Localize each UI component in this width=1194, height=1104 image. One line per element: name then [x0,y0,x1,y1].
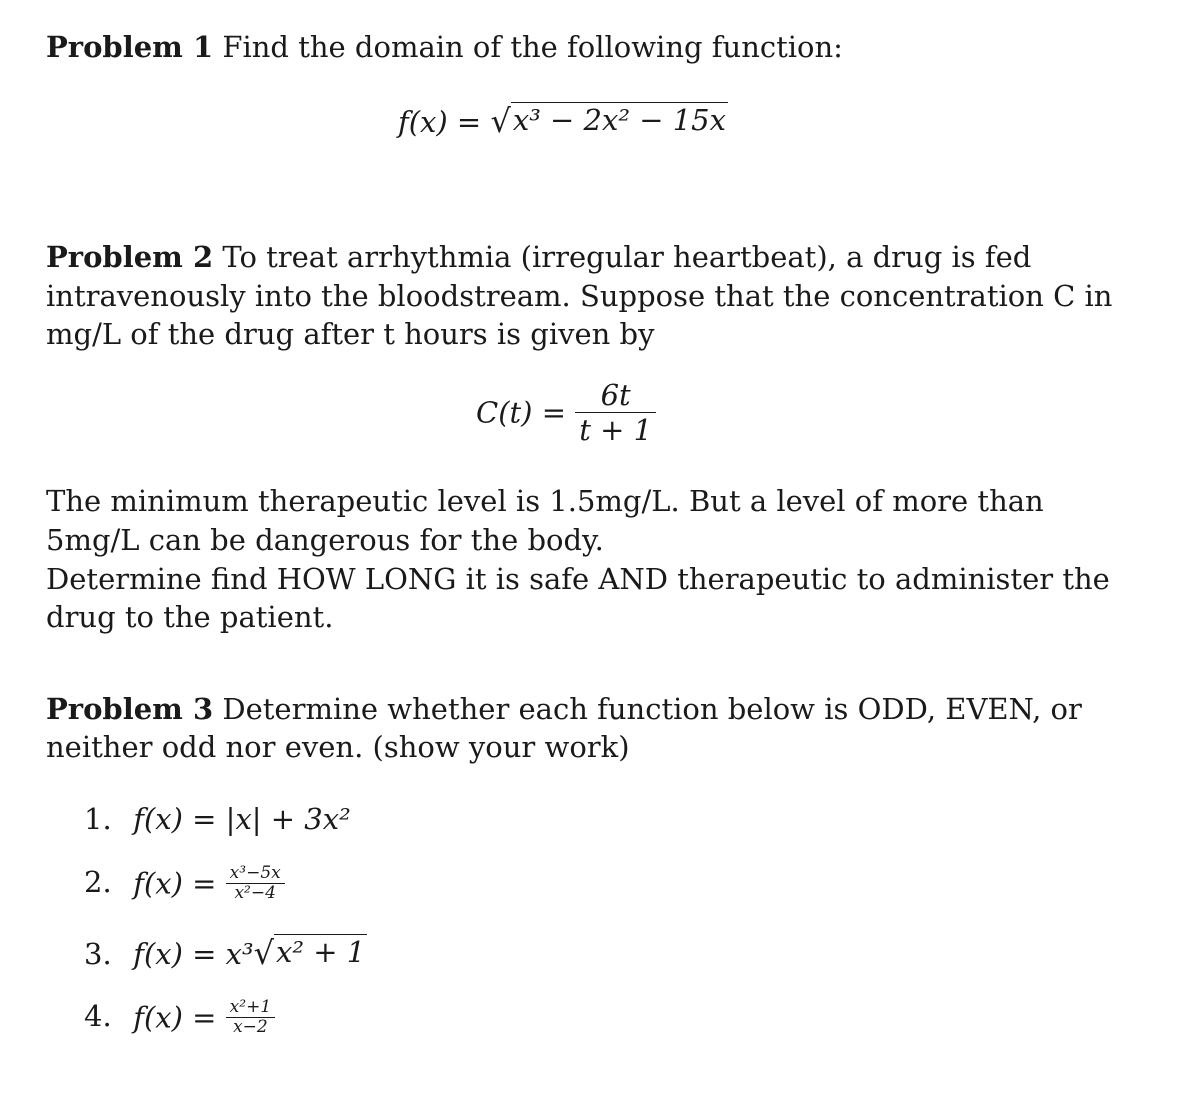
problem-1-text: Find the domain of the following function: [222,30,843,64]
item-number: 3. [84,936,112,971]
item-fraction [226,998,275,1037]
problem-3-line-1 [46,690,1082,729]
item-number: 1. [84,802,112,836]
problem-1-label: Problem 1 [46,30,214,64]
item-lhs: f(x) = [133,936,217,971]
item-radicand: x² + 1 [276,935,366,969]
problem-2-line-2: intravenously into the bloodstream. Suppose that the concentration C in [46,279,1113,313]
problem-1-radicand: x³ − 2x² − 15x [512,103,726,137]
problem-3-item-2 [84,864,285,903]
problem-2-line-1 [46,238,1031,277]
problem-2-label: Problem 2 [46,240,214,274]
problem-3-item-4 [84,998,275,1037]
problem-1-statement [46,28,843,67]
problem-2-para-line-4: drug to the patient. [46,600,334,634]
item-fraction [226,864,285,903]
problem-2-para-line-3: Determine find HOW LONG it is safe AND therapeutic to administer the [46,562,1110,596]
item-expression: |x| + 3x² [225,802,351,836]
radical-sign-icon: √ [253,933,275,972]
item-number: 2. [84,864,112,899]
item-denominator: x−2 [233,1017,268,1037]
problem-2-para-line-2: 5mg/L can be dangerous for the body. [46,523,604,557]
problem-3-text-1: Determine whether each function below is ODD, EVEN, or [222,692,1082,726]
problem-2-numerator: 6t [600,378,631,412]
problem-1-formula-lhs: f(x) = [398,104,482,139]
problem-3-label: Problem 3 [46,692,214,726]
problem-2-denominator: t + 1 [579,413,653,447]
item-sqrt [253,933,368,972]
item-numerator: x³−5x [229,863,281,883]
problem-3-item-3 [84,934,367,971]
problem-2-line-3: mg/L of the drug after t hours is given by [46,317,655,351]
item-lhs: f(x) = [133,1000,217,1035]
problem-2-fraction [575,378,656,447]
problem-2-formula [476,378,656,447]
item-denominator: x²−4 [234,883,276,903]
problem-3-line-2: neither odd nor even. (show your work) [46,730,630,764]
item-lhs: f(x) = [133,802,217,836]
problem-1-formula [398,102,728,139]
problem-2-para-line-1: The minimum therapeutic level is 1.5mg/L. But a level of more than [46,484,1044,518]
item-numerator: x²+1 [229,997,272,1017]
problem-3-item-1 [84,802,351,836]
problem-2-text-1: To treat arrhythmia (irregular heartbeat), a drug is fed [222,240,1032,274]
radical-sign-icon: √ [490,101,511,140]
problem-1-sqrt [490,101,728,140]
item-prefix: x³ [225,936,254,971]
item-number: 4. [84,998,112,1033]
item-lhs: f(x) = [133,866,217,901]
problem-2-formula-lhs: C(t) = [476,395,566,430]
